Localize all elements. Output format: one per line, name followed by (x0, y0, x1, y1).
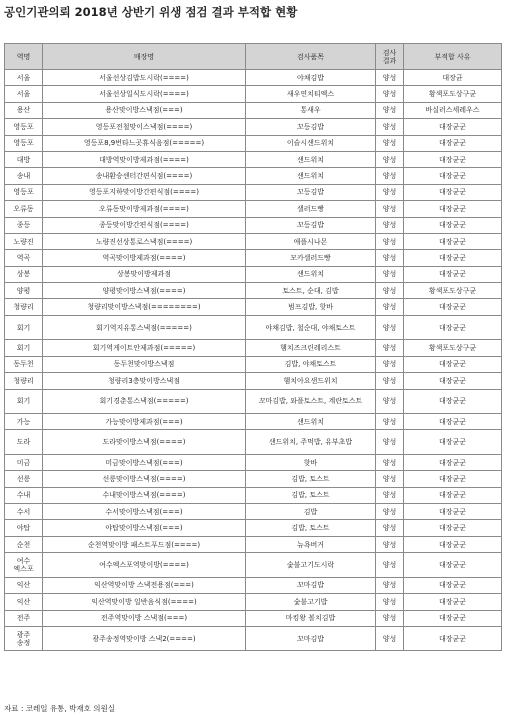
cell-result: 양성 (376, 610, 404, 626)
table-row (5, 487, 502, 503)
cell-reason: 대장균군 (404, 356, 502, 372)
cell-reason: 대장균군 (404, 454, 502, 470)
header-reason: 부적합 사유 (404, 44, 502, 70)
cell-station: 도라 (5, 430, 43, 455)
table-row (5, 119, 502, 135)
table-row (5, 168, 502, 184)
cell-store: 용산맞이방스낵점(===) (43, 102, 246, 118)
table-row (5, 86, 502, 102)
cell-reason: 대장균군 (404, 151, 502, 167)
table-row (5, 504, 502, 520)
cell-station: 회기 (5, 340, 43, 356)
cell-result: 양성 (376, 577, 404, 593)
cell-reason: 대장균군 (404, 610, 502, 626)
cell-result: 양성 (376, 520, 404, 536)
cell-station: 익산 (5, 577, 43, 593)
cell-reason: 대장균군 (404, 201, 502, 217)
cell-result: 양성 (376, 250, 404, 266)
cell-item: 마킹왕 볼치김밥 (246, 610, 376, 626)
cell-store: 서울선상김밥도시락(====) (43, 70, 246, 86)
cell-station: 양평 (5, 283, 43, 299)
cell-item: 범프김밥, 핫바 (246, 299, 376, 315)
cell-store: 종등맞이방간편식점(====) (43, 217, 246, 233)
table-row (5, 389, 502, 414)
cell-result: 양성 (376, 414, 404, 430)
cell-reason: 대장균군 (404, 389, 502, 414)
cell-item: 핫바 (246, 454, 376, 470)
cell-station: 회기 (5, 389, 43, 414)
cell-store: 여수엑스포역맞이방(====) (43, 553, 246, 578)
cell-store: 대방역맞이방제과점(====) (43, 151, 246, 167)
cell-station: 영등포 (5, 135, 43, 151)
cell-station: 익산 (5, 594, 43, 610)
cell-result: 양성 (376, 299, 404, 315)
cell-reason: 대장균군 (404, 594, 502, 610)
cell-store: 가능맞이방제과점(===) (43, 414, 246, 430)
cell-store: 수서맞이방스낵점(===) (43, 504, 246, 520)
cell-reason: 황색포도상구균 (404, 340, 502, 356)
table-row (5, 102, 502, 118)
cell-result: 양성 (376, 340, 404, 356)
cell-reason: 대장균군 (404, 577, 502, 593)
cell-station: 선릉 (5, 471, 43, 487)
cell-result: 양성 (376, 553, 404, 578)
cell-item: 새우연치티엑스 (246, 86, 376, 102)
cell-item: 김밥 (246, 504, 376, 520)
cell-item: 김밥, 토스트 (246, 471, 376, 487)
cell-reason: 황색포도상구균 (404, 283, 502, 299)
inspection-table (4, 43, 502, 651)
cell-store: 익산역맞이방 스낵전용점(===) (43, 577, 246, 593)
cell-store: 송내환승센터간편식점(====) (43, 168, 246, 184)
cell-reason: 대장균 (404, 70, 502, 86)
cell-item: 모카샐러드빵 (246, 250, 376, 266)
table-row (5, 70, 502, 86)
cell-item: 햄치아요샌드위치 (246, 373, 376, 389)
cell-reason: 대장균군 (404, 487, 502, 503)
header-item: 검사품목 (246, 44, 376, 70)
cell-result: 양성 (376, 356, 404, 372)
cell-reason: 대장균군 (404, 553, 502, 578)
cell-reason: 대장균군 (404, 536, 502, 552)
table-row (5, 626, 502, 651)
table-row (5, 233, 502, 249)
cell-item: 꼬등김밥 (246, 119, 376, 135)
cell-item: 샌드위치, 주먹밥, 유부초밥 (246, 430, 376, 455)
table-row (5, 430, 502, 455)
table-row (5, 414, 502, 430)
table-row (5, 184, 502, 200)
cell-item: 샐러드빵 (246, 201, 376, 217)
cell-result: 양성 (376, 471, 404, 487)
cell-result: 양성 (376, 168, 404, 184)
cell-store: 영등포8,9번타느곳휴식음점(=====) (43, 135, 246, 151)
cell-reason: 대장균군 (404, 520, 502, 536)
cell-store: 수내맞이방스낵점(====) (43, 487, 246, 503)
cell-station: 광주 송정 (5, 626, 43, 651)
cell-station: 가능 (5, 414, 43, 430)
cell-store: 회기경춘통스낵점(=====) (43, 389, 246, 414)
cell-item: 꼬마김밥 (246, 626, 376, 651)
cell-result: 양성 (376, 389, 404, 414)
cell-reason: 대장균군 (404, 299, 502, 315)
cell-result: 양성 (376, 487, 404, 503)
cell-item: 이슬시샌드위치 (246, 135, 376, 151)
cell-station: 여수 엑스포 (5, 553, 43, 578)
cell-store: 동두천맞이방스낵점 (43, 356, 246, 372)
cell-item: 햄치즈크린레리스트 (246, 340, 376, 356)
cell-store: 미금맞이방스낵점(===) (43, 454, 246, 470)
table-row (5, 536, 502, 552)
cell-item: 숯불고기도시락 (246, 553, 376, 578)
table-row (5, 356, 502, 372)
table-row (5, 553, 502, 578)
cell-item: 토스트, 순대, 김밥 (246, 283, 376, 299)
cell-item: 꼬마김밥, 와플토스트, 계란토스트 (246, 389, 376, 414)
cell-item: 야채김밥 (246, 70, 376, 86)
cell-item: 샌드위치 (246, 168, 376, 184)
table-row (5, 283, 502, 299)
table-header-row (5, 44, 502, 70)
cell-item: 김밥, 토스트 (246, 520, 376, 536)
cell-reason: 바실러스세레우스 (404, 102, 502, 118)
cell-result: 양성 (376, 184, 404, 200)
cell-store: 도라맞이방스낵점(====) (43, 430, 246, 455)
cell-station: 회기 (5, 315, 43, 340)
cell-station: 서울 (5, 70, 43, 86)
cell-result: 양성 (376, 86, 404, 102)
cell-item: 뉴욕버거 (246, 536, 376, 552)
cell-reason: 대장균군 (404, 471, 502, 487)
cell-store: 노량진선상통로스낵점(====) (43, 233, 246, 249)
cell-reason: 대장균군 (404, 168, 502, 184)
cell-result: 양성 (376, 233, 404, 249)
cell-result: 양성 (376, 217, 404, 233)
cell-result: 양성 (376, 135, 404, 151)
cell-reason: 대장균군 (404, 373, 502, 389)
cell-station: 순천 (5, 536, 43, 552)
table-row (5, 340, 502, 356)
cell-result: 양성 (376, 626, 404, 651)
cell-item: 샌드위치 (246, 266, 376, 282)
cell-store: 광주송정역맞이방 스낵2(====) (43, 626, 246, 651)
header-result-text: 검사 결과 (382, 48, 397, 65)
table-row (5, 471, 502, 487)
table-row (5, 151, 502, 167)
cell-item: 김밥, 토스트 (246, 487, 376, 503)
cell-station: 미금 (5, 454, 43, 470)
table-row (5, 250, 502, 266)
cell-result: 양성 (376, 373, 404, 389)
cell-store: 양평맞이방스낵점(====) (43, 283, 246, 299)
cell-station: 오류동 (5, 201, 43, 217)
table-row (5, 520, 502, 536)
cell-station: 역곡 (5, 250, 43, 266)
cell-store: 영등포전철맞이스낵점(====) (43, 119, 246, 135)
cell-item: 숯불고기밥 (246, 594, 376, 610)
cell-reason: 황색포도상구균 (404, 86, 502, 102)
cell-store: 익산역맞이방 일반음식점(====) (43, 594, 246, 610)
cell-reason: 대장균군 (404, 233, 502, 249)
cell-result: 양성 (376, 201, 404, 217)
cell-station: 청량리 (5, 373, 43, 389)
source-note: 자료 : 코레일 유통, 박재호 의원실 (4, 704, 116, 713)
cell-reason: 대장균군 (404, 504, 502, 520)
cell-station: 전주 (5, 610, 43, 626)
cell-item: 김밥, 야채토스트 (246, 356, 376, 372)
table-row (5, 315, 502, 340)
cell-store: 영등포지하맞이방간편식점(====) (43, 184, 246, 200)
cell-result: 양성 (376, 536, 404, 552)
cell-reason: 대장균군 (404, 184, 502, 200)
cell-store: 전주역맞이방 스낵점(===) (43, 610, 246, 626)
cell-station: 대방 (5, 151, 43, 167)
cell-store: 오류동맞이방제과점(====) (43, 201, 246, 217)
cell-result: 양성 (376, 283, 404, 299)
cell-result: 양성 (376, 119, 404, 135)
cell-result: 양성 (376, 151, 404, 167)
cell-station: 노량진 (5, 233, 43, 249)
cell-result: 양성 (376, 102, 404, 118)
page-title: 공인기관의뢰 2018년 상반기 위생 점검 결과 부적합 현황 (4, 5, 298, 19)
table-row (5, 373, 502, 389)
table-row (5, 217, 502, 233)
cell-reason: 대장균군 (404, 250, 502, 266)
cell-reason: 대장균군 (404, 217, 502, 233)
cell-item: 꼬등김밥 (246, 217, 376, 233)
cell-result: 양성 (376, 70, 404, 86)
table-row (5, 266, 502, 282)
header-store: 매장명 (43, 44, 246, 70)
cell-store: 상봉맞이방제과점 (43, 266, 246, 282)
table-row (5, 299, 502, 315)
cell-result: 양성 (376, 315, 404, 340)
cell-reason: 대장균군 (404, 135, 502, 151)
cell-item: 샌드위치 (246, 151, 376, 167)
cell-item: 샌드위치 (246, 414, 376, 430)
cell-station: 수서 (5, 504, 43, 520)
cell-store: 야탑맞이방스낵점(===) (43, 520, 246, 536)
cell-item: 통새우 (246, 102, 376, 118)
cell-store: 순천역맞이방 패스트푸드점(====) (43, 536, 246, 552)
cell-item: 애플시나몬 (246, 233, 376, 249)
header-station: 역명 (5, 44, 43, 70)
table-row (5, 135, 502, 151)
cell-store: 회기역게이트안제과점(=====) (43, 340, 246, 356)
table-row (5, 201, 502, 217)
cell-station: 야탑 (5, 520, 43, 536)
table-row (5, 610, 502, 626)
table-row (5, 577, 502, 593)
cell-reason: 대장균군 (404, 626, 502, 651)
cell-result: 양성 (376, 454, 404, 470)
cell-station: 청량리 (5, 299, 43, 315)
table-row (5, 454, 502, 470)
cell-store: 역곡맞이방제과점(====) (43, 250, 246, 266)
table-row (5, 594, 502, 610)
cell-station: 송내 (5, 168, 43, 184)
cell-result: 양성 (376, 594, 404, 610)
cell-result: 양성 (376, 504, 404, 520)
cell-item: 야채김밥, 철순대, 야채토스트 (246, 315, 376, 340)
cell-store: 청량리맞이방스낵점(========) (43, 299, 246, 315)
cell-station: 영등포 (5, 119, 43, 135)
cell-station: 서울 (5, 86, 43, 102)
cell-reason: 대장균군 (404, 414, 502, 430)
cell-station: 용산 (5, 102, 43, 118)
cell-station: 동두천 (5, 356, 43, 372)
cell-store: 회기역지유통스낵점(=====) (43, 315, 246, 340)
cell-reason: 대장균군 (404, 315, 502, 340)
cell-station: 수내 (5, 487, 43, 503)
cell-item: 꼬등김밥 (246, 184, 376, 200)
cell-reason: 대장균군 (404, 266, 502, 282)
cell-reason: 대장균군 (404, 119, 502, 135)
cell-store: 선릉맞이방스낵점(====) (43, 471, 246, 487)
header-result (376, 44, 404, 70)
cell-result: 양성 (376, 266, 404, 282)
cell-reason: 대장균군 (404, 430, 502, 455)
cell-store: 서울선상일식도시락(====) (43, 86, 246, 102)
cell-station: 상봉 (5, 266, 43, 282)
cell-store: 청량리3층맞이방스낵점 (43, 373, 246, 389)
cell-station: 영등포 (5, 184, 43, 200)
cell-station: 종등 (5, 217, 43, 233)
cell-result: 양성 (376, 430, 404, 455)
cell-item: 꼬마김밥 (246, 577, 376, 593)
